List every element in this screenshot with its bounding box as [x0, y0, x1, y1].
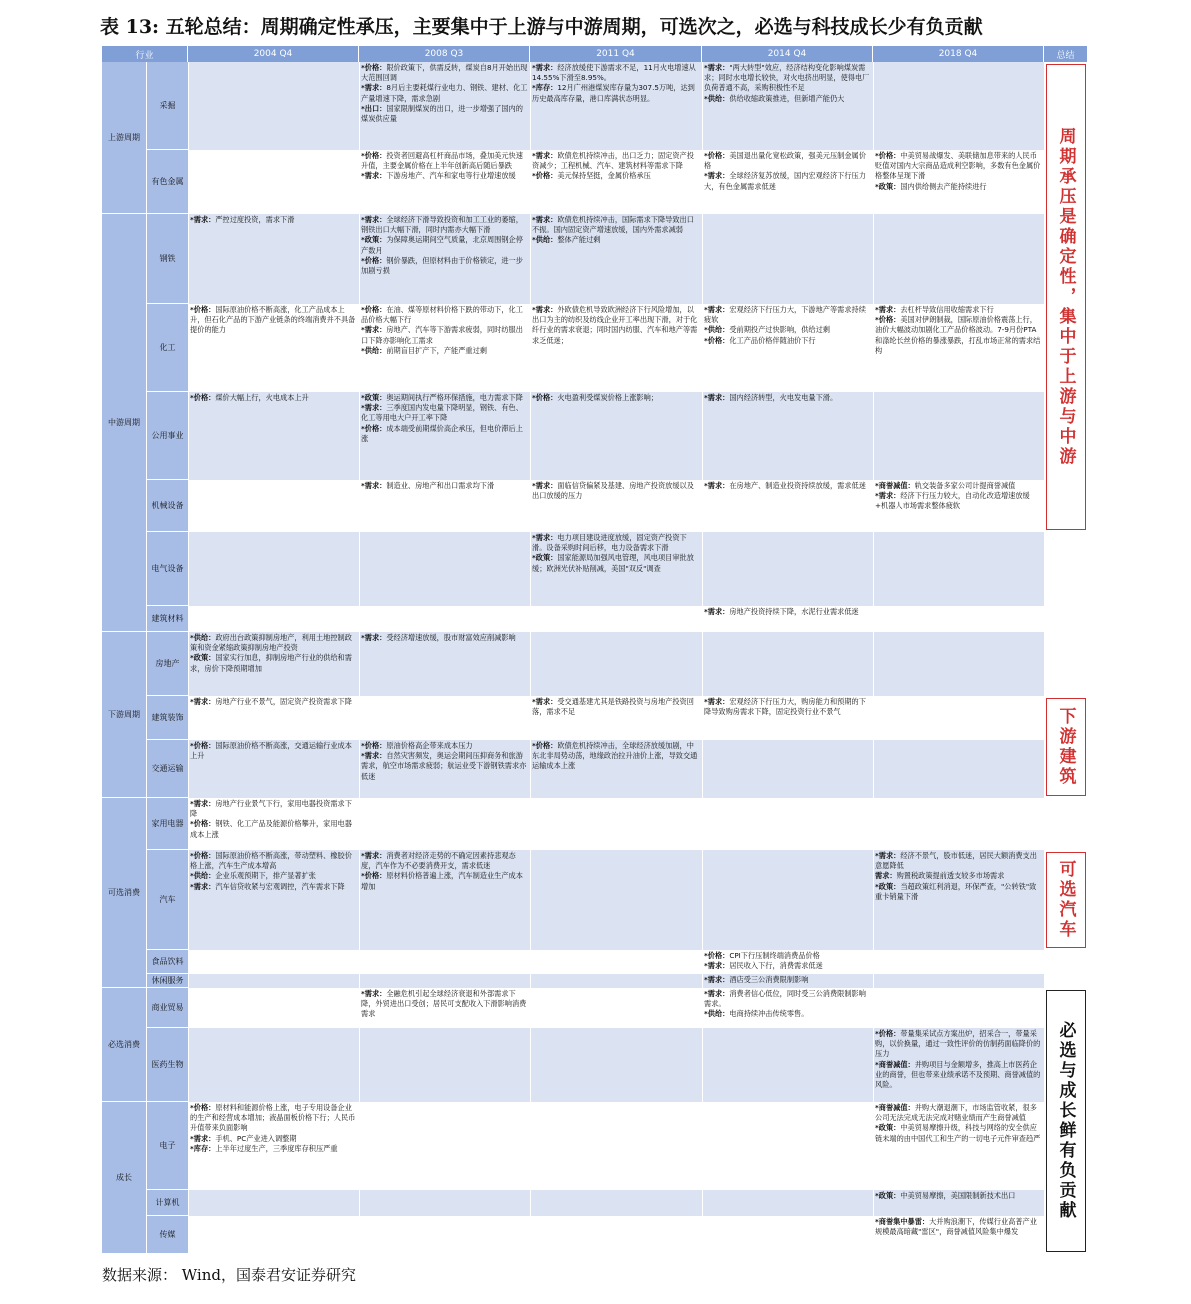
- table-row: [188, 950, 1044, 974]
- group-label: 必选消费: [102, 988, 146, 1102]
- table-row: [188, 606, 1044, 632]
- column-divider: [873, 62, 874, 1254]
- data-source-note: 数据来源： Wind，国泰君安证券研究: [102, 1266, 356, 1284]
- table-cell: *价格：原油价格高企带来成本压力 *需求：自然灾害频发，奥运会期间压抑商务和旅游需求，航空市场需求疲弱；航运业受下游钢铁需求亦低迷: [361, 741, 527, 781]
- industry-label: 电气设备: [146, 532, 188, 606]
- column-divider: [702, 62, 703, 1254]
- industry-label: 化工: [146, 304, 188, 392]
- table-cell: *需求：制造业、房地产和出口需求均下滑: [361, 481, 495, 490]
- table-row: [188, 974, 1044, 988]
- industry-label: 房地产: [146, 632, 188, 696]
- group-label: 下游周期: [102, 632, 146, 798]
- table-cell: *需求：房地产行业不景气，固定资产投资需求下降: [190, 697, 352, 706]
- industry-label: 建筑材料: [146, 606, 188, 632]
- summary-box: [1046, 990, 1086, 1252]
- table-cell: *需求：面临信贷偏紧及基建、房地产投资放缓以及出口放缓的压力: [532, 481, 694, 501]
- header-summary: 总结: [1044, 46, 1088, 62]
- group-label: 可选消费: [102, 798, 146, 988]
- table-cell: *价格：带量集采试点方案出炉，招采合一，带量采购，以价换量，通过一致性评价的仿制药面临降价的压力 *商誉减值：并购项目与金额增多，推高上市医药企业的商誉，但也带来业绩承诺不及预期、商誉减值的风险。: [875, 1029, 1041, 1090]
- table-cell: *价格：美国退出量化宽松政策，强美元压制金属价格 *需求：全球经济复苏放缓，国内宏观经济下行压力大，有色金属需求低迷: [704, 151, 866, 191]
- table-cell: *供给：政府出台政策抑制房地产，利用土地控制政策和资金紧缩政策抑制房地产投资 *政策：国家实行加息，抑制房地产行业的供给和需求，房价下降预期增加: [190, 633, 352, 673]
- industry-label: 机械设备: [146, 480, 188, 532]
- industry-label: 建筑装饰: [146, 696, 188, 740]
- table-cell: *需求：消费者对经济走势的不确定因素持悲观态度，汽车作为不必要消费开支，需求低迷 *价格：原材料价格普遍上涨，汽车制造业生产成本增加: [361, 851, 523, 891]
- table-cell: *商誉集中暴雷：大并购浪潮下，传媒行业高普产业规模最高暗藏"雷区"，商誉减值风险集中爆发: [875, 1217, 1037, 1237]
- page-title: 表 13: 五轮总结：周期确定性承压，主要集中于上游与中游周期，可选次之，必选与科技成长少有负贡献: [100, 16, 983, 38]
- group-label: 成长: [102, 1102, 146, 1254]
- column-divider: [188, 62, 189, 1254]
- summary-text: 下游建筑: [1055, 707, 1076, 787]
- table-cell: *需求：房地产行业景气下行，家用电器投资需求下降 *价格：钢铁、化工产品及能源价格攀升，家用电器成本上涨: [190, 799, 352, 839]
- table-cell: *需求：宏观经济下行压力大，下游地产等需求持续疲软 *供给：受前期投产过快影响，供给过剩 *价格：化工产品价格伴随油价下行: [704, 305, 866, 345]
- header-2011q4: 2011 Q4: [530, 46, 702, 62]
- table-cell: *政策：奥运期间执行严格环保措施，电力需求下降 *需求：三季度国内发电量下降明显，钢铁、有色、化工等用电大户开工率下降 *价格：成本端受前期煤价高企承压，但电价滞后上涨: [361, 393, 523, 443]
- group-label: 中游周期: [102, 214, 146, 632]
- summary-text: 可选汽车: [1055, 860, 1076, 940]
- industry-label: 电子: [146, 1102, 188, 1190]
- table-cell: *价格：限价政策下，供需反转，煤炭自8月开始出现大范围回调 *需求：8月后主要耗煤行业电力、钢铁、建材、化工产量增速下降，需求急剧 *出口：国家限制煤炭的出口，进一步增强了国内的煤炭供应量: [361, 63, 528, 124]
- header-industry: 行业: [102, 46, 188, 62]
- table-cell: *价格：欧债危机持续冲击，全球经济放缓加剧，中东北非局势动荡，地缘政治拉升油价上涨，导致交通运输成本上涨: [532, 741, 698, 771]
- table-cell: *价格：煤价大幅上行，火电成本上升: [190, 393, 309, 402]
- column-divider: [530, 62, 531, 1254]
- table-cell: *需求：房地产投资持续下降，水泥行业需求低迷: [704, 607, 859, 616]
- industry-label: 钢铁: [146, 214, 188, 304]
- header-2018q4: 2018 Q4: [873, 46, 1044, 62]
- table-cell: *需求："两大转型"效应，经济结构变化影响煤炭需求；同时水电增长较快，对火电挤出明显，使得电厂负荷普通不高，采购积极性不足 *供给：供给收缩政策推进，但新增产能仍大: [704, 63, 870, 103]
- industry-label: 公用事业: [146, 392, 188, 480]
- table-cell: *需求：经济不景气，股市低迷，居民大额消费支出意愿降低 需求：购置税政策提前透支较多市场需求 *政策：当超政策红利消退，环保严查，"公转铁"致重卡销量下滑: [875, 851, 1037, 901]
- table-cell: *需求：宏观经济下行压力大，购房能力和预期的下降导致购房需求下降，固定投资行业不景气: [704, 697, 866, 717]
- industry-label: 交通运输: [146, 740, 188, 798]
- table-cell: *需求：酒店受三公消费限制影响: [704, 975, 809, 984]
- summary-text: 周期承压是确定性，集中于上游与中游: [1055, 127, 1076, 467]
- industry-label: 医药生物: [146, 1028, 188, 1102]
- column-divider: [359, 62, 360, 1254]
- table-cell: *需求：全球经济下滑导致投资和加工工业的萎缩，钢铁出口大幅下滑，同时内需亦大幅下滑 *政策：为保障奥运期间空气质量，北京周围钢企停产数月 *价格：钢价暴跌，但原材料由于价格锁定，进一步加剧亏损: [361, 215, 523, 276]
- summary-table: [102, 46, 1088, 1254]
- header-2014q4: 2014 Q4: [702, 46, 873, 62]
- table-cell: *价格：CPI下行压制终端消费品价格 *需求：居民收入下行，消费需求低迷: [704, 951, 823, 971]
- table-cell: *价格：在油、煤等原材料价格下跌的带动下，化工品价格大幅下行 *需求：房地产、汽车等下游需求疲弱，同时纺服出口下降亦影响化工需求 *供给：前期盲目扩产下，产能严重过剩: [361, 305, 523, 355]
- table-cell: *价格：中美贸易战爆发、美联储加息带来的人民币贬值对国内大宗商品造成利空影响，多数有色金属价格整体呈现下滑 *政策：国内供给侧去产能持续进行: [875, 151, 1041, 191]
- table-row: [188, 988, 1044, 1028]
- table-cell: *需求：经济放缓使下游需求不足，11月火电增速从14.55%下滑至8.95%。 *库存：12月广州港煤炭库存量为307.5万吨，达到历史最高库存量，港口库满状态明显。: [532, 63, 696, 103]
- industry-label: 商业贸易: [146, 988, 188, 1028]
- group-label: 上游周期: [102, 62, 146, 214]
- table-cell: *需求：去杠杆导致信用收缩需求下行 *价格：美国对伊朗制裁，国际原油价格震荡上行，油价大幅波动加剧化工产品价格波动。7-9月份PTA和涤纶长丝价格的暴涨暴跌，打乱市场正常的需求结构: [875, 305, 1041, 355]
- table-cell: *价格：国际原油价格不断高涨，交通运输行业成本上升: [190, 741, 352, 761]
- table-cell: *政策：中美贸易摩擦，美国限制新技术出口: [875, 1191, 1016, 1200]
- industry-label: 汽车: [146, 850, 188, 950]
- table-cell: *需求：欧债危机持续冲击，出口乏力；固定资产投资减少；工程机械、汽车、建筑材料等需求下降 *价格：美元保持坚挺，金属价格承压: [532, 151, 694, 181]
- industry-label: 家用电器: [146, 798, 188, 850]
- table-cell: *价格：国际原油价格不断高涨，带动塑料、橡胶价格上涨，汽车生产成本增高 *供给：企业乐观预期下，排产显著扩张 *需求：汽车信贷收紧与宏观调控，汽车需求下降: [190, 851, 352, 891]
- industry-label: 计算机: [146, 1190, 188, 1216]
- table-cell: *需求：受交通基建尤其是铁路投资与房地产投资回落，需求不足: [532, 697, 694, 717]
- table-cell: *需求：外欧债危机导致欧洲经济下行风险增加，以出口为主的纺织及纺线企业开工率出现下滑，对于化纤行业的需求衰退；同时国内纺服、汽车和地产等需求乏低迷；: [532, 305, 698, 345]
- table-cell: *商誉减值：并购大潮退潮下，市场监管收紧，很多公司无法完成无法完成对赌业绩而产生商誉减值 *政策：中美贸易摩擦升级，科技与网络的安全供应链未端的由中国代工和生产的一切电子元件审查趋严: [875, 1103, 1041, 1143]
- table-cell: *需求：在房地产、制造业投资持续放缓，需求低迷: [704, 481, 866, 490]
- industry-label: 有色金属: [146, 150, 188, 214]
- summary-box: [1046, 64, 1086, 530]
- summary-box: [1046, 698, 1086, 796]
- header-2004q4: 2004 Q4: [188, 46, 359, 62]
- table-cell: *价格：原材料和能源价格上涨，电子专用设备企业的生产和经营成本增加；液晶面板价格下行；人民币升值带来负面影响 *需求：手机、PC产业进入调整期 *库存：上半年过度生产，三季度库存积压严重: [190, 1103, 356, 1153]
- table-cell: *需求：电力项目建设进度放缓，固定资产投资下滑。设备采购时间后移，电力设备需求下滑 *政策：国家能源局加强风电管理，风电项目审批放缓；欧洲光伏补贴削减，美国"双反"调查: [532, 533, 694, 573]
- table-cell: *需求：严控过度投资，需求下滑: [190, 215, 295, 224]
- table-cell: *价格：投资者回避高杠杆商品市场，叠加美元快速升值，主要金属价格在上半年创新高后随后暴跌 *需求：下游房地产、汽车和家电等行业增速放缓: [361, 151, 523, 181]
- industry-label: 食品饮料: [146, 950, 188, 974]
- industry-label: 休闲服务: [146, 974, 188, 988]
- industry-label: 采掘: [146, 62, 188, 150]
- table-cell: *价格：国际原油价格不断高涨，化工产品成本上升，但石化产品的下游产业链条的终端消费并不具备提价的能力: [190, 305, 356, 335]
- table-cell: *需求：欧债危机持续冲击，国际需求下降导致出口不振。国内固定资产增速放缓，国内外需求减弱 *供给：整体产能过剩: [532, 215, 694, 245]
- table-cell: *需求：国内经济转型，火电发电量下滑。: [704, 393, 838, 402]
- table-cell: *价格：火电盈利受煤炭价格上涨影响；: [532, 393, 658, 402]
- summary-box: [1046, 852, 1086, 948]
- table-cell: *需求：受经济增速放缓，股市财富效应削减影响: [361, 633, 516, 642]
- table-cell: *商誉减值：轨交装备多家公司计提商誉减值 *需求：经济下行压力较大，自动化改造增速放缓+机器人市场需求整体疲软: [875, 481, 1030, 511]
- table-cell: *需求：消费者信心低位，同时受三公消费限制影响需求。 *供给：电商持续冲击传统零售。: [704, 989, 866, 1019]
- table-cell: *需求：全融危机引起全球经济衰退和外部需求下降，外贸进出口受创；居民可支配收入下滑影响消费需求: [361, 989, 527, 1019]
- industry-label: 传媒: [146, 1216, 188, 1254]
- header-2008q3: 2008 Q3: [359, 46, 530, 62]
- summary-text: 必选与成长鲜有负贡献: [1055, 1021, 1076, 1221]
